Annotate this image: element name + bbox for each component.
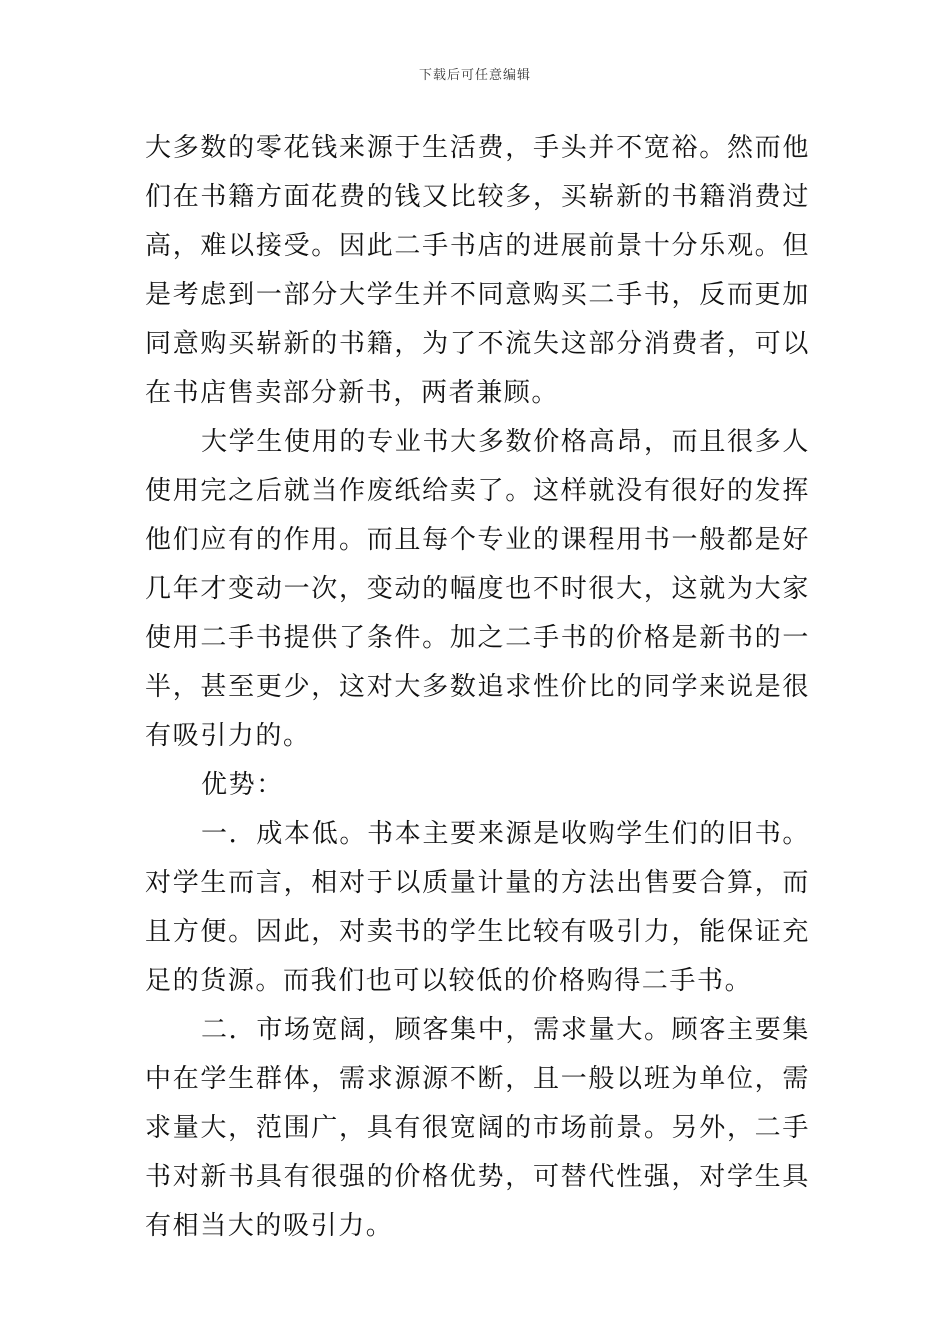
paragraph-continuation: 大多数的零花钱来源于生活费，手头并不宽裕。然而他们在书籍方面花费的钱又比较多，买崭新的书籍消费过高，难以接受。因此二手书店的进展前景十分乐观。但是考虑到一部分大学生并不同意购买二手书，反而更加同意购买崭新的书籍，为了不流失这部分消费者，可以在书店售卖部分新书，两者兼顾。 xyxy=(145,133,810,408)
advantage-item-1: 一．成本低。书本主要来源是收购学生们的旧书。对学生而言，相对于以质量计量的方法出售要合算，而且方便。因此，对卖书的学生比较有吸引力，能保证充足的货源。而我们也可以较低的价格购得二手书。 xyxy=(145,819,810,996)
advantage-item-2: 二．市场宽阔，顾客集中，需求量大。顾客主要集中在学生群体，需求源源不断，且一般以班为单位，需求量大，范围广，具有很宽阔的市场前景。另外，二手书对新书具有很强的价格优势，可替代性强，对学生具有相当大的吸引力。 xyxy=(145,1015,810,1241)
page-header: 下载后可任意编辑 xyxy=(418,68,531,83)
paragraph-textbook-prices: 大学生使用的专业书大多数价格高昂，而且很多人使用完之后就当作废纸给卖了。这样就没有很好的发挥他们应有的作用。而且每个专业的课程用书一般都是好几年才变动一次，变动的幅度也不时很大，这就为大家使用二手书提供了条件。加之二手书的价格是新书的一半，甚至更少，这对大多数追求性价比的同学来说是很有吸引力的。 xyxy=(145,427,810,751)
advantages-heading: 优势： xyxy=(201,770,284,800)
document-body xyxy=(145,124,810,1251)
